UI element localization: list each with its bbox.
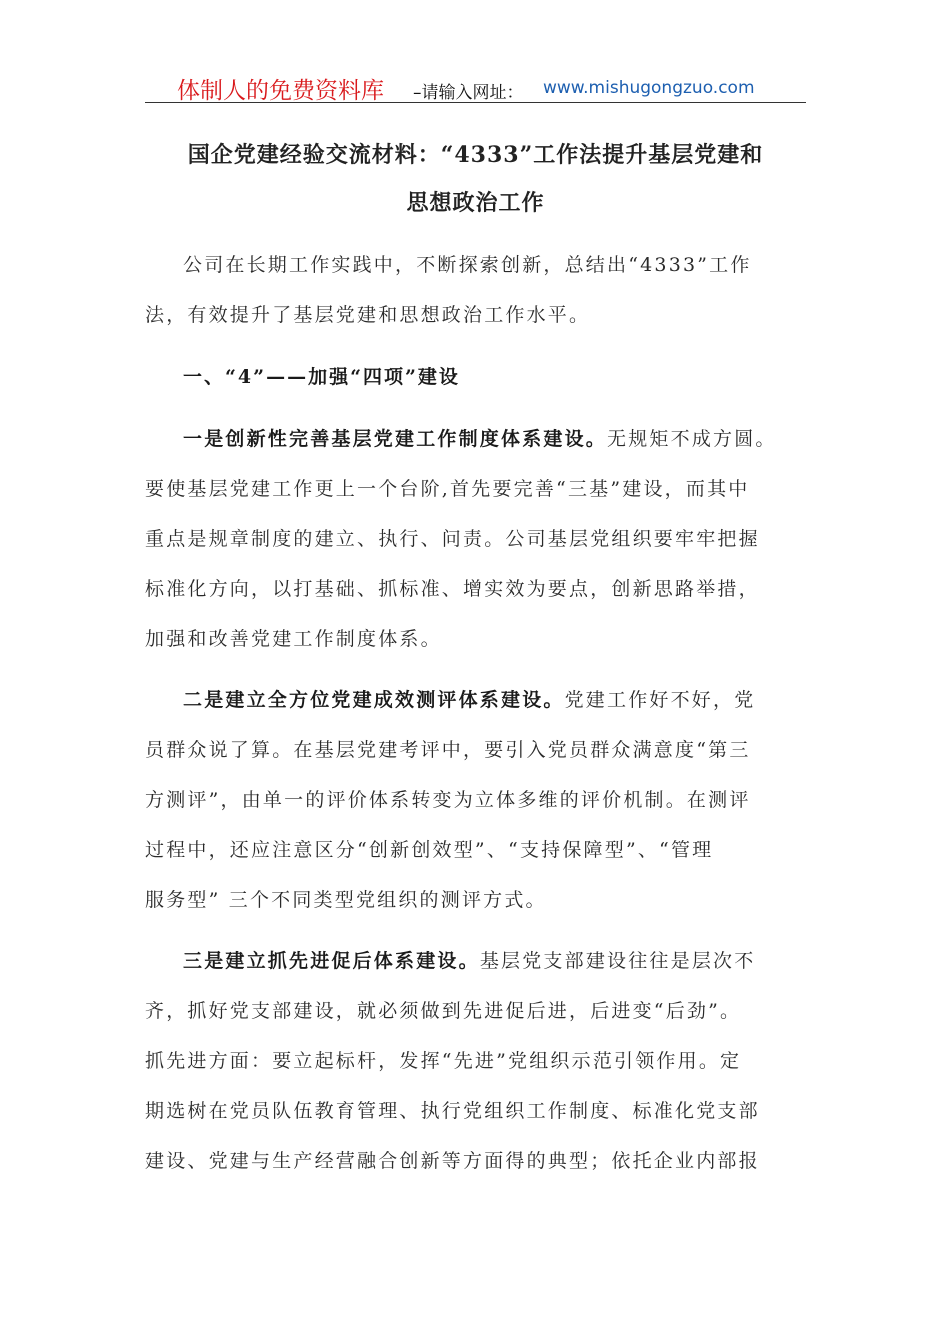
para2-lead: 二是建立全方位党建成效测评体系建设。 [183, 689, 565, 711]
para1-lead: 一是创新性完善基层党建工作制度体系建设。 [183, 428, 608, 450]
section-heading-1: 一、“4”——加强“四项”建设 [183, 366, 460, 388]
site-brand: 体制人的免费资料库 [177, 78, 384, 104]
para2-first-line [183, 685, 755, 712]
url-prompt: –请输入网址： [413, 83, 524, 103]
para2-line: 方测评”，由单一的评价体系转变为立体多维的评价机制。在测评 [145, 789, 751, 811]
para2-first-rest: 党建工作好不好，党 [564, 689, 756, 711]
para3-line: 期选树在党员队伍教育管理、执行党组织工作制度、标准化党支部 [145, 1100, 760, 1122]
para2-line: 员群众说了算。在基层党建考评中，要引入党员群众满意度“第三 [145, 739, 751, 761]
site-header [145, 70, 806, 103]
para1-line: 要使基层党建工作更上一个台阶,首先要完善“三基”建设，而其中 [145, 478, 750, 500]
para3-line: 齐，抓好党支部建设，就必须做到先进促后进，后进变“后劲”。 [145, 1000, 742, 1022]
para2-line: 过程中，还应注意区分“创新创效型”、“支持保障型”、“管理 [145, 839, 714, 861]
para1-first-rest: 无规矩不成方圆。 [607, 428, 777, 450]
document-title-line-2: 思想政治工作 [406, 190, 545, 216]
para3-line: 建设、党建与生产经营融合创新等方面得的典型；依托企业内部报 [145, 1150, 760, 1172]
intro-line: 法，有效提升了基层党建和思想政治工作水平。 [145, 304, 591, 326]
para3-lead: 三是建立抓先进促后体系建设。 [183, 950, 480, 972]
para3-first-line [183, 946, 755, 973]
para1-first-line [183, 424, 777, 451]
para1-line: 加强和改善党建工作制度体系。 [145, 628, 442, 650]
para3-first-rest: 基层党支部建设往往是层次不 [479, 950, 756, 972]
intro-line: 公司在长期工作实践中，不断探索创新，总结出“4333”工作 [183, 254, 752, 276]
para1-line: 标准化方向，以打基础、抓标准、增实效为要点，创新思路举措， [145, 578, 760, 600]
para3-line: 抓先进方面：要立起标杆，发挥“先进”党组织示范引领作用。定 [145, 1050, 742, 1072]
document-title-line-1: 国企党建经验交流材料：“4333”工作法提升基层党建和 [187, 142, 764, 168]
para2-line: 服务型” 三个不同类型党组织的测评方式。 [145, 889, 547, 911]
site-url-link[interactable]: www.mishugongzuo.com [543, 78, 755, 98]
para1-line: 重点是规章制度的建立、执行、问责。公司基层党组织要牢牢把握 [145, 528, 760, 550]
